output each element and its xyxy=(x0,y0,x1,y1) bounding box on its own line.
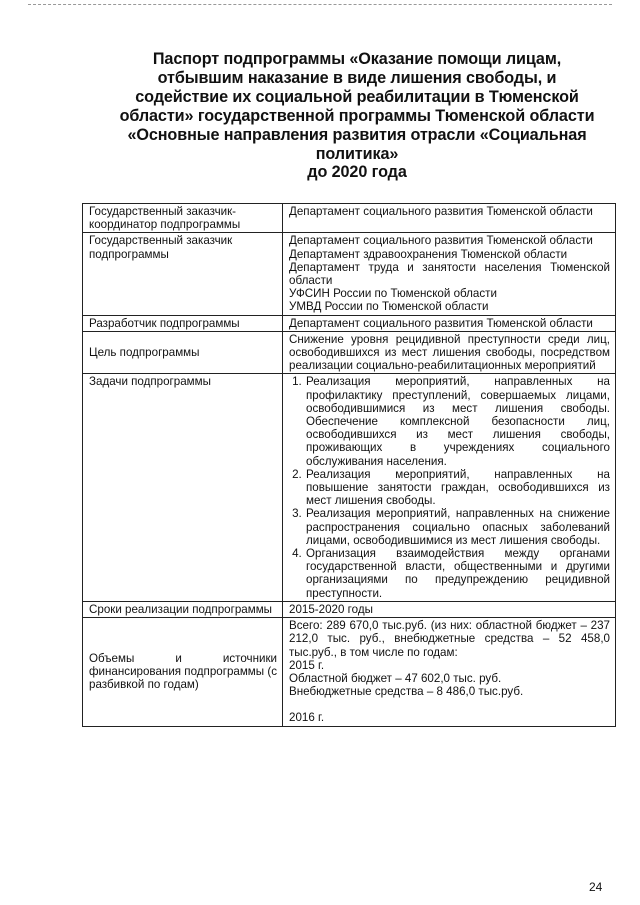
document-title: Паспорт подпрограммы «Оказание помощи лицам, отбывшим наказание в виде лишения свободы, и содействие их социальной реабилитации в Тюменской области» государственной программы Тюменской области «Основные направления развития отрасли «Социальная политика» до 2020 года xyxy=(119,50,595,182)
passport-table xyxy=(82,203,616,727)
list-item: 3. Реализация мероприятий, направленных на снижение распространения социально опасных заболеваний лицами, освободившимися из мест лишения свободы. xyxy=(305,507,610,547)
page-number: 24 xyxy=(589,880,603,894)
customer-item: УФСИН России по Тюменской области xyxy=(289,287,497,301)
table-row xyxy=(83,315,616,331)
row-label-customers: Государственный заказчик подпрограммы xyxy=(83,233,283,315)
row-value-developer: Департамент социального развития Тюменской области xyxy=(283,315,616,331)
row-label-customer-coordinator: Государственный заказчик-координатор подпрограммы xyxy=(83,204,283,233)
row-label-developer: Разработчик подпрограммы xyxy=(83,315,283,331)
funding-year: 2015 г. xyxy=(289,658,325,672)
row-value-goal: Снижение уровня рецидивной преступности среди лиц, освободившихся из мест лишения свободы, посредством реализации социально-реабилитационных мероприятий xyxy=(283,331,616,374)
row-value-terms: 2015-2020 годы xyxy=(283,601,616,617)
customer-item: Департамент социального развития Тюменской области xyxy=(289,234,593,248)
scan-edge-rule xyxy=(28,4,612,5)
list-item: 4. Организация взаимодействия между органами государственной власти, общественными и другими организациями по предупреждению рецидивной преступности. xyxy=(305,547,610,600)
customer-item: Департамент труда и занятости населения Тюменской области xyxy=(289,260,610,288)
tasks-list xyxy=(289,375,610,599)
row-label-terms: Сроки реализации подпрограммы xyxy=(83,601,283,617)
table-row xyxy=(83,233,616,315)
table-row xyxy=(83,618,616,726)
funding-year: 2016 г. xyxy=(289,711,325,725)
funding-offbudget: Внебюджетные средства – 8 486,0 тыс.руб. xyxy=(289,685,524,699)
row-label-goal: Цель подпрограммы xyxy=(83,331,283,374)
table-row xyxy=(83,374,616,601)
spacer xyxy=(289,698,610,711)
row-value-customers xyxy=(283,233,616,315)
customer-item: УМВД России по Тюменской области xyxy=(289,300,489,314)
table-row xyxy=(83,601,616,617)
funding-regional-budget: Областной бюджет – 47 602,0 тыс. руб. xyxy=(289,671,502,685)
customer-item: Департамент здравоохранения Тюменской области xyxy=(289,247,568,261)
row-value-customer-coordinator: Департамент социального развития Тюменской области xyxy=(283,204,616,233)
row-value-funding xyxy=(283,618,616,726)
row-label-funding: Объемы и источники финансирования подпрограммы (с разбивкой по годам) xyxy=(83,618,283,726)
list-item: 1. Реализация мероприятий, направленных на профилактику преступлений, совершаемых лицами, освободившимися из мест лишения свободы. Обеспечение комплексной безопасности лиц, освободившихся из мест лишения свободы, проживающих в учреждениях социального обслуживания населения. xyxy=(305,375,610,467)
list-item: 2. Реализация мероприятий, направленных на повышение занятости граждан, освободившихся из мест лишения свободы. xyxy=(305,468,610,508)
row-value-tasks xyxy=(283,374,616,601)
row-label-tasks: Задачи подпрограммы xyxy=(83,374,283,601)
table-row xyxy=(83,204,616,233)
funding-total: Всего: 289 670,0 тыс.руб. (из них: областной бюджет – 237 212,0 тыс. руб., внебюджетные средства – 52 458,0 тыс.руб., в том числе по годам: xyxy=(289,619,610,659)
table-row xyxy=(83,331,616,374)
